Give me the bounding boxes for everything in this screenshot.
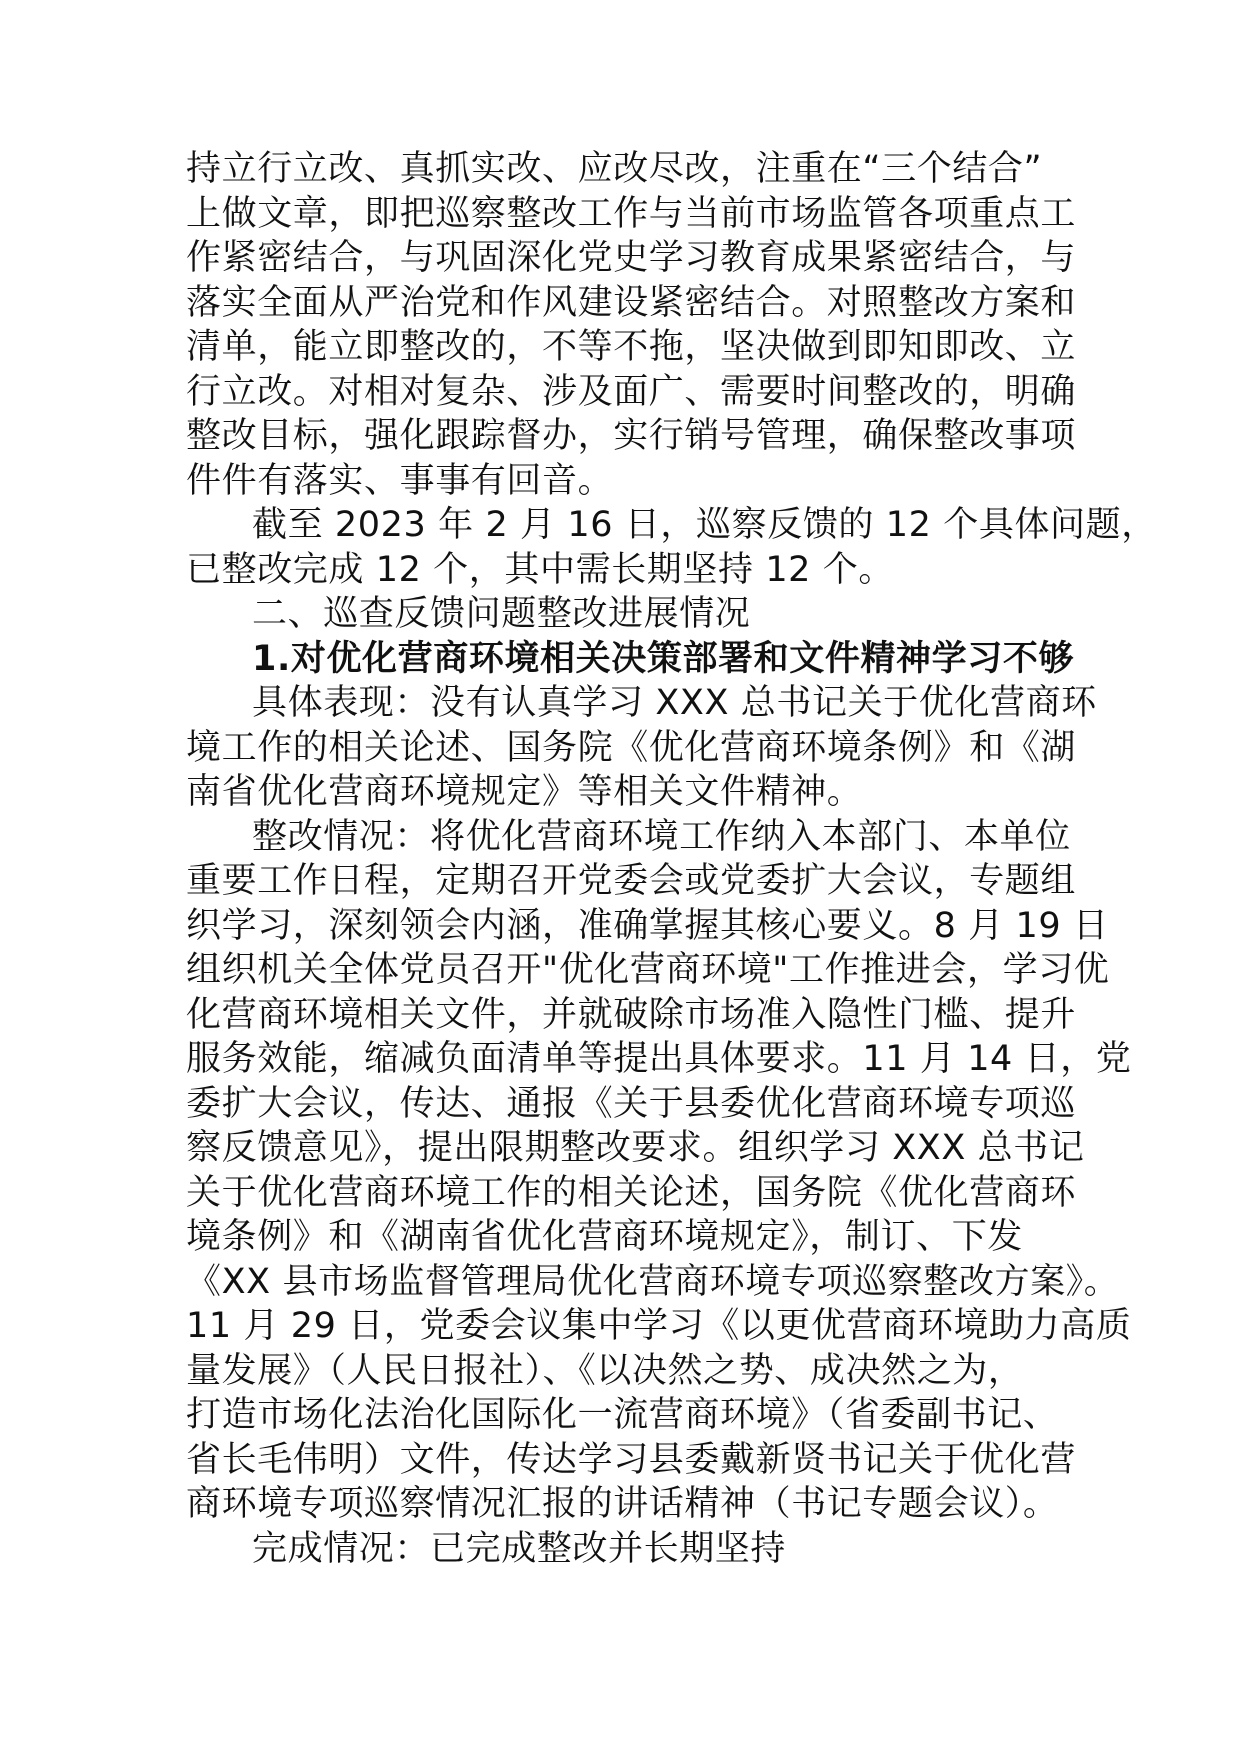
body-text-line: 完成情况：已完成整改并长期坚持 [252,1528,787,1569]
body-text-line: 行立改。对相对复杂、涉及面广、需要时间整改的，明确 [186,371,1077,412]
body-text-line: 境工作的相关论述、国务院《优化营商环境条例》和《湖 [186,727,1077,768]
body-text-line: 上做文章，即把巡察整改工作与当前市场监管各项重点工 [186,193,1077,234]
body-text-line: 织学习，深刻领会内涵，准确掌握其核心要义。8 月 19 日 [186,905,1109,946]
document-page [186,147,1157,1571]
body-text-line: 量发展》（人民日报社）、《以决然之势、成决然之为， [186,1350,1024,1391]
body-text-line: 重要工作日程，定期召开党委会或党委扩大会议，专题组 [186,861,1077,901]
body-text-line: 作紧密结合，与巩固深化党史学习教育成果紧密结合，与 [186,238,1077,278]
body-text-line: 整改情况：将优化营商环境工作纳入本部门、本单位 [252,816,1071,857]
body-text-line: 商环境专项巡察情况汇报的讲话精神（书记专题会议）。 [186,1484,1059,1524]
body-text-line: 二、巡查反馈问题整改进展情况 [252,594,751,634]
body-text-line: 清单，能立即整改的，不等不拖，坚决做到即知即改、立 [186,327,1077,367]
body-text-line: 整改目标，强化跟踪督办，实行销号管理，确保整改事项 [186,416,1077,456]
body-text-line: 南省优化营商环境规定》等相关文件精神。 [186,772,863,812]
body-text-line: 服务效能，缩减负面清单等提出具体要求。11 月 14 日，党 [186,1039,1132,1079]
body-text-line: 已整改完成 12 个，其中需长期坚持 12 个。 [186,549,894,590]
body-text-line: 落实全面从严治党和作风建设紧密结合。对照整改方案和 [186,282,1077,323]
body-text-line: 关于优化营商环境工作的相关论述，国务院《优化营商环 [186,1172,1077,1213]
body-text-line: 组织机关全体党员召开"优化营商环境"工作推进会，学习优 [186,950,1110,990]
body-text-line: 件件有落实、事事有回音。 [186,460,614,501]
body-text-line: 察反馈意见》，提出限期整改要求。组织学习 XXX 总书记 [186,1128,1085,1168]
body-text-line: 具体表现：没有认真学习 XXX 总书记关于优化营商环 [252,683,1097,723]
body-text-line: 《XX 县市场监督管理局优化营商环境专项巡察整改方案》。 [186,1261,1120,1302]
body-text-line: 化营商环境相关文件，并就破除市场准入隐性门槛、提升 [186,994,1077,1035]
body-text-line: 持立行立改、真抓实改、应改尽改，注重在“三个结合” [186,149,1043,189]
body-text-line: 省长毛伟明）文件，传达学习县委戴新贤书记关于优化营 [186,1439,1077,1480]
body-text-line: 打造市场化法治化国际化一流营商环境》（省委副书记、 [186,1395,1059,1435]
body-text-line: 截至 2023 年 2 月 16 日，巡察反馈的 12 个具体问题， [252,505,1157,545]
body-text-line: 境条例》和《湖南省优化营商环境规定》，制订、下发 [186,1217,1023,1257]
section-heading-line: 1.对优化营商环境相关决策部署和文件精神学习不够 [252,638,1075,679]
body-text-line: 11 月 29 日，党委会议集中学习《以更优营商环境助力高质 [186,1306,1132,1346]
body-text-line: 委扩大会议，传达、通报《关于县委优化营商环境专项巡 [186,1083,1077,1124]
